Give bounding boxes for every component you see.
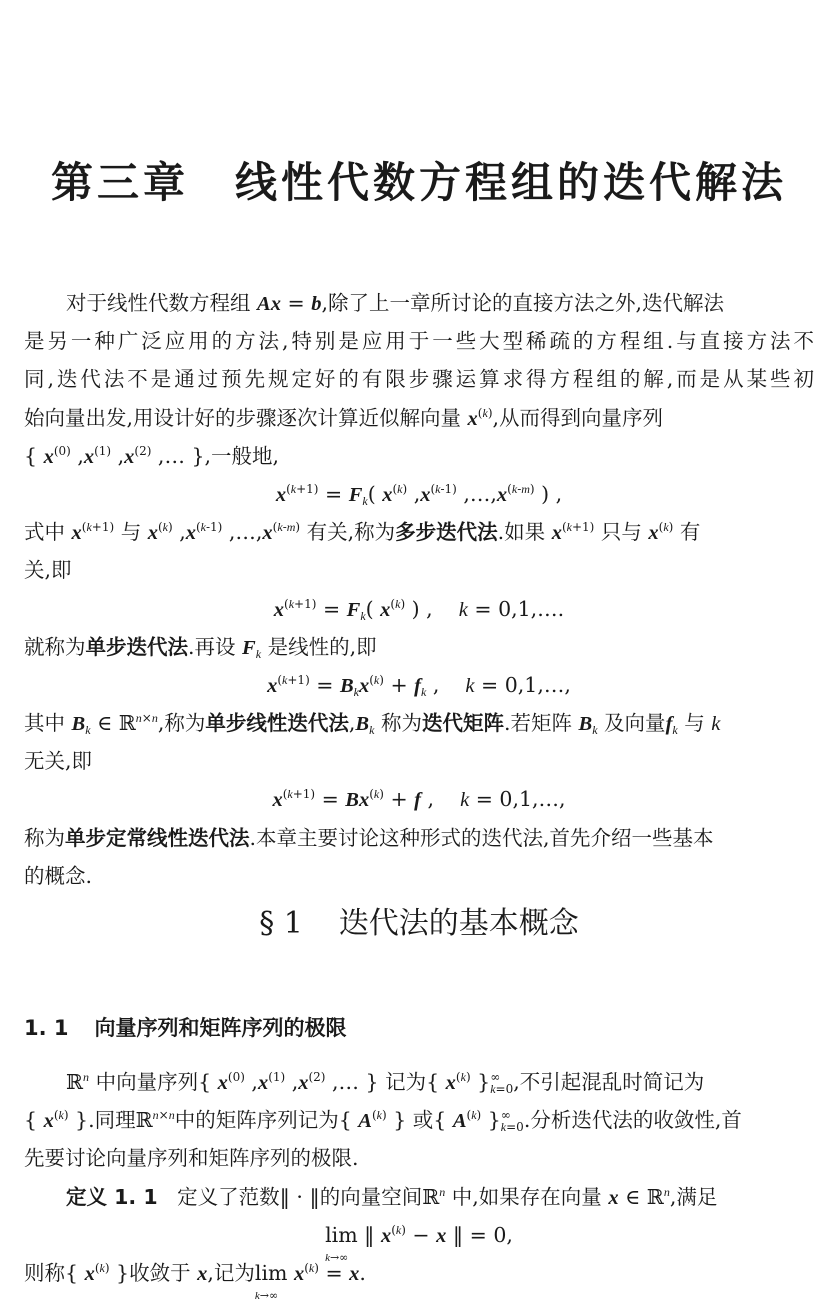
equation-linear: $x^{(k+1)} = B_kx^{(k)} + f_k$ , k = 0,1,…, [267, 672, 571, 699]
chapter-heading [24, 150, 814, 210]
section-heading [24, 898, 814, 942]
equation-singlestep: $x^{(k+1)} = F_k$( $x^{(k)}$ ) , k = 0,1,…. [273, 596, 565, 623]
term-singlestep: 单步迭代法 [85, 634, 188, 659]
chapter-title: 线性代数方程组的迭代解法 [235, 158, 788, 207]
paragraph-line: ℝ$^n$ 中向量序列{ $x^{(0)}$ $,x^{(1)}$ $,x^{(2)}$ ,… } 记为{ $x^{(k)}$ }$^\infty_{k=0}$,不引起混乱时简记为 [66, 1070, 705, 1096]
paragraph-line: 称为单步定常线性迭代法.本章主要讨论这种形式的迭代法,首先介绍一些基本 [24, 825, 714, 850]
paragraph-line: 则称{ $x^{(k)}$ }收敛于 x,记为lim k→∞ $x^{(k)} = x$. [24, 1260, 366, 1302]
paragraph-line: 始向量出发,用设计好的步骤逐次计算近似解向量 $x^{(k)}$,从而得到向量序列 [24, 405, 664, 430]
subsection-number: 1. 1 [24, 1016, 69, 1040]
term-single-linear: 单步线性迭代法 [205, 711, 349, 736]
section-number: § 1 [259, 906, 303, 941]
equation-stationary: $x^{(k+1)} = Bx^{(k)} + f$ , k = 0,1,…, [272, 787, 566, 812]
equation-multistep: $x^{(k+1)} = F_k$( $x^{(k)}$ $,x^{(k-1)}$ $,\dots,x^{(k-m)}$ ) , [275, 481, 563, 508]
section-text [24, 1064, 814, 1302]
paragraph-line: 就称为单步迭代法.再设 $F_k$ 是线性的,即 [24, 634, 377, 661]
paragraph-line: 的概念. [24, 863, 93, 888]
subsection-title: 向量序列和矩阵序列的极限 [94, 1016, 347, 1040]
section-title: 迭代法的基本概念 [338, 906, 579, 941]
paragraph-line: { $x^{(k)}$ }.同理ℝ$^{n\times n}$中的矩阵序列记为{ $A^{(k)}$ } 或{ $A^{(k)}$ }$^\infty_{k=0}$.分析迭代法的收敛性,首 [24, 1108, 742, 1135]
paragraph-line: 对于线性代数方程组 Ax = b,除了上一章所讨论的直接方法之外,迭代解法 [66, 291, 724, 315]
term-stationary: 单步定常线性迭代法 [65, 825, 250, 850]
subsection-heading [24, 1012, 347, 1042]
term-multistep: 多步迭代法 [395, 520, 498, 545]
definition-label: 定义 1. 1 [66, 1184, 158, 1209]
intro-text [24, 284, 814, 895]
chapter-number: 第三章 [50, 158, 189, 207]
paragraph-line: 式中 $x^{(k+1)}$ 与 $x^{(k)}$ $,x^{(k-1)}$ $,\dots,x^{(k-m)}$ 有关,称为多步迭代法.如果 $x^{(k+1)}$ 只与 $x^{(k)}$ 有 [24, 520, 701, 545]
paragraph-line: 其中 $B_k$ ∈ ℝ$^{n\times n}$,称为单步线性迭代法$,B_k$ 称为迭代矩阵.若矩阵 $B_k$ 及向量$f_k$ 与 k [24, 711, 721, 738]
term-iteration-matrix: 迭代矩阵 [421, 711, 504, 736]
equation-limit: lim k→∞ ‖ $x^{(k)} - x$ ‖ = 0, [325, 1222, 513, 1264]
paragraph-line: 关,即 [24, 558, 72, 583]
paragraph-line: 是另一种广泛应用的方法,特别是应用于一些大型稀疏的方程组.与直接方法不 [24, 329, 814, 354]
paragraph-line: { $x^{(0)}$ $,x^{(1)}$ $,x^{(2)}$ ,… },一般地, [24, 443, 280, 468]
definition-line: 定义 1. 1 定义了范数‖ · ‖的向量空间ℝ$^n$ 中,如果存在向量 x ∈ ℝ$^n$,满足 [66, 1184, 718, 1209]
paragraph-line: 无关,即 [24, 749, 93, 774]
paragraph-line: 先要讨论向量序列和矩阵序列的极限. [24, 1146, 359, 1171]
paragraph-line: 同,迭代法不是通过预先规定好的有限步骤运算求得方程组的解,而是从某些初 [24, 367, 814, 392]
